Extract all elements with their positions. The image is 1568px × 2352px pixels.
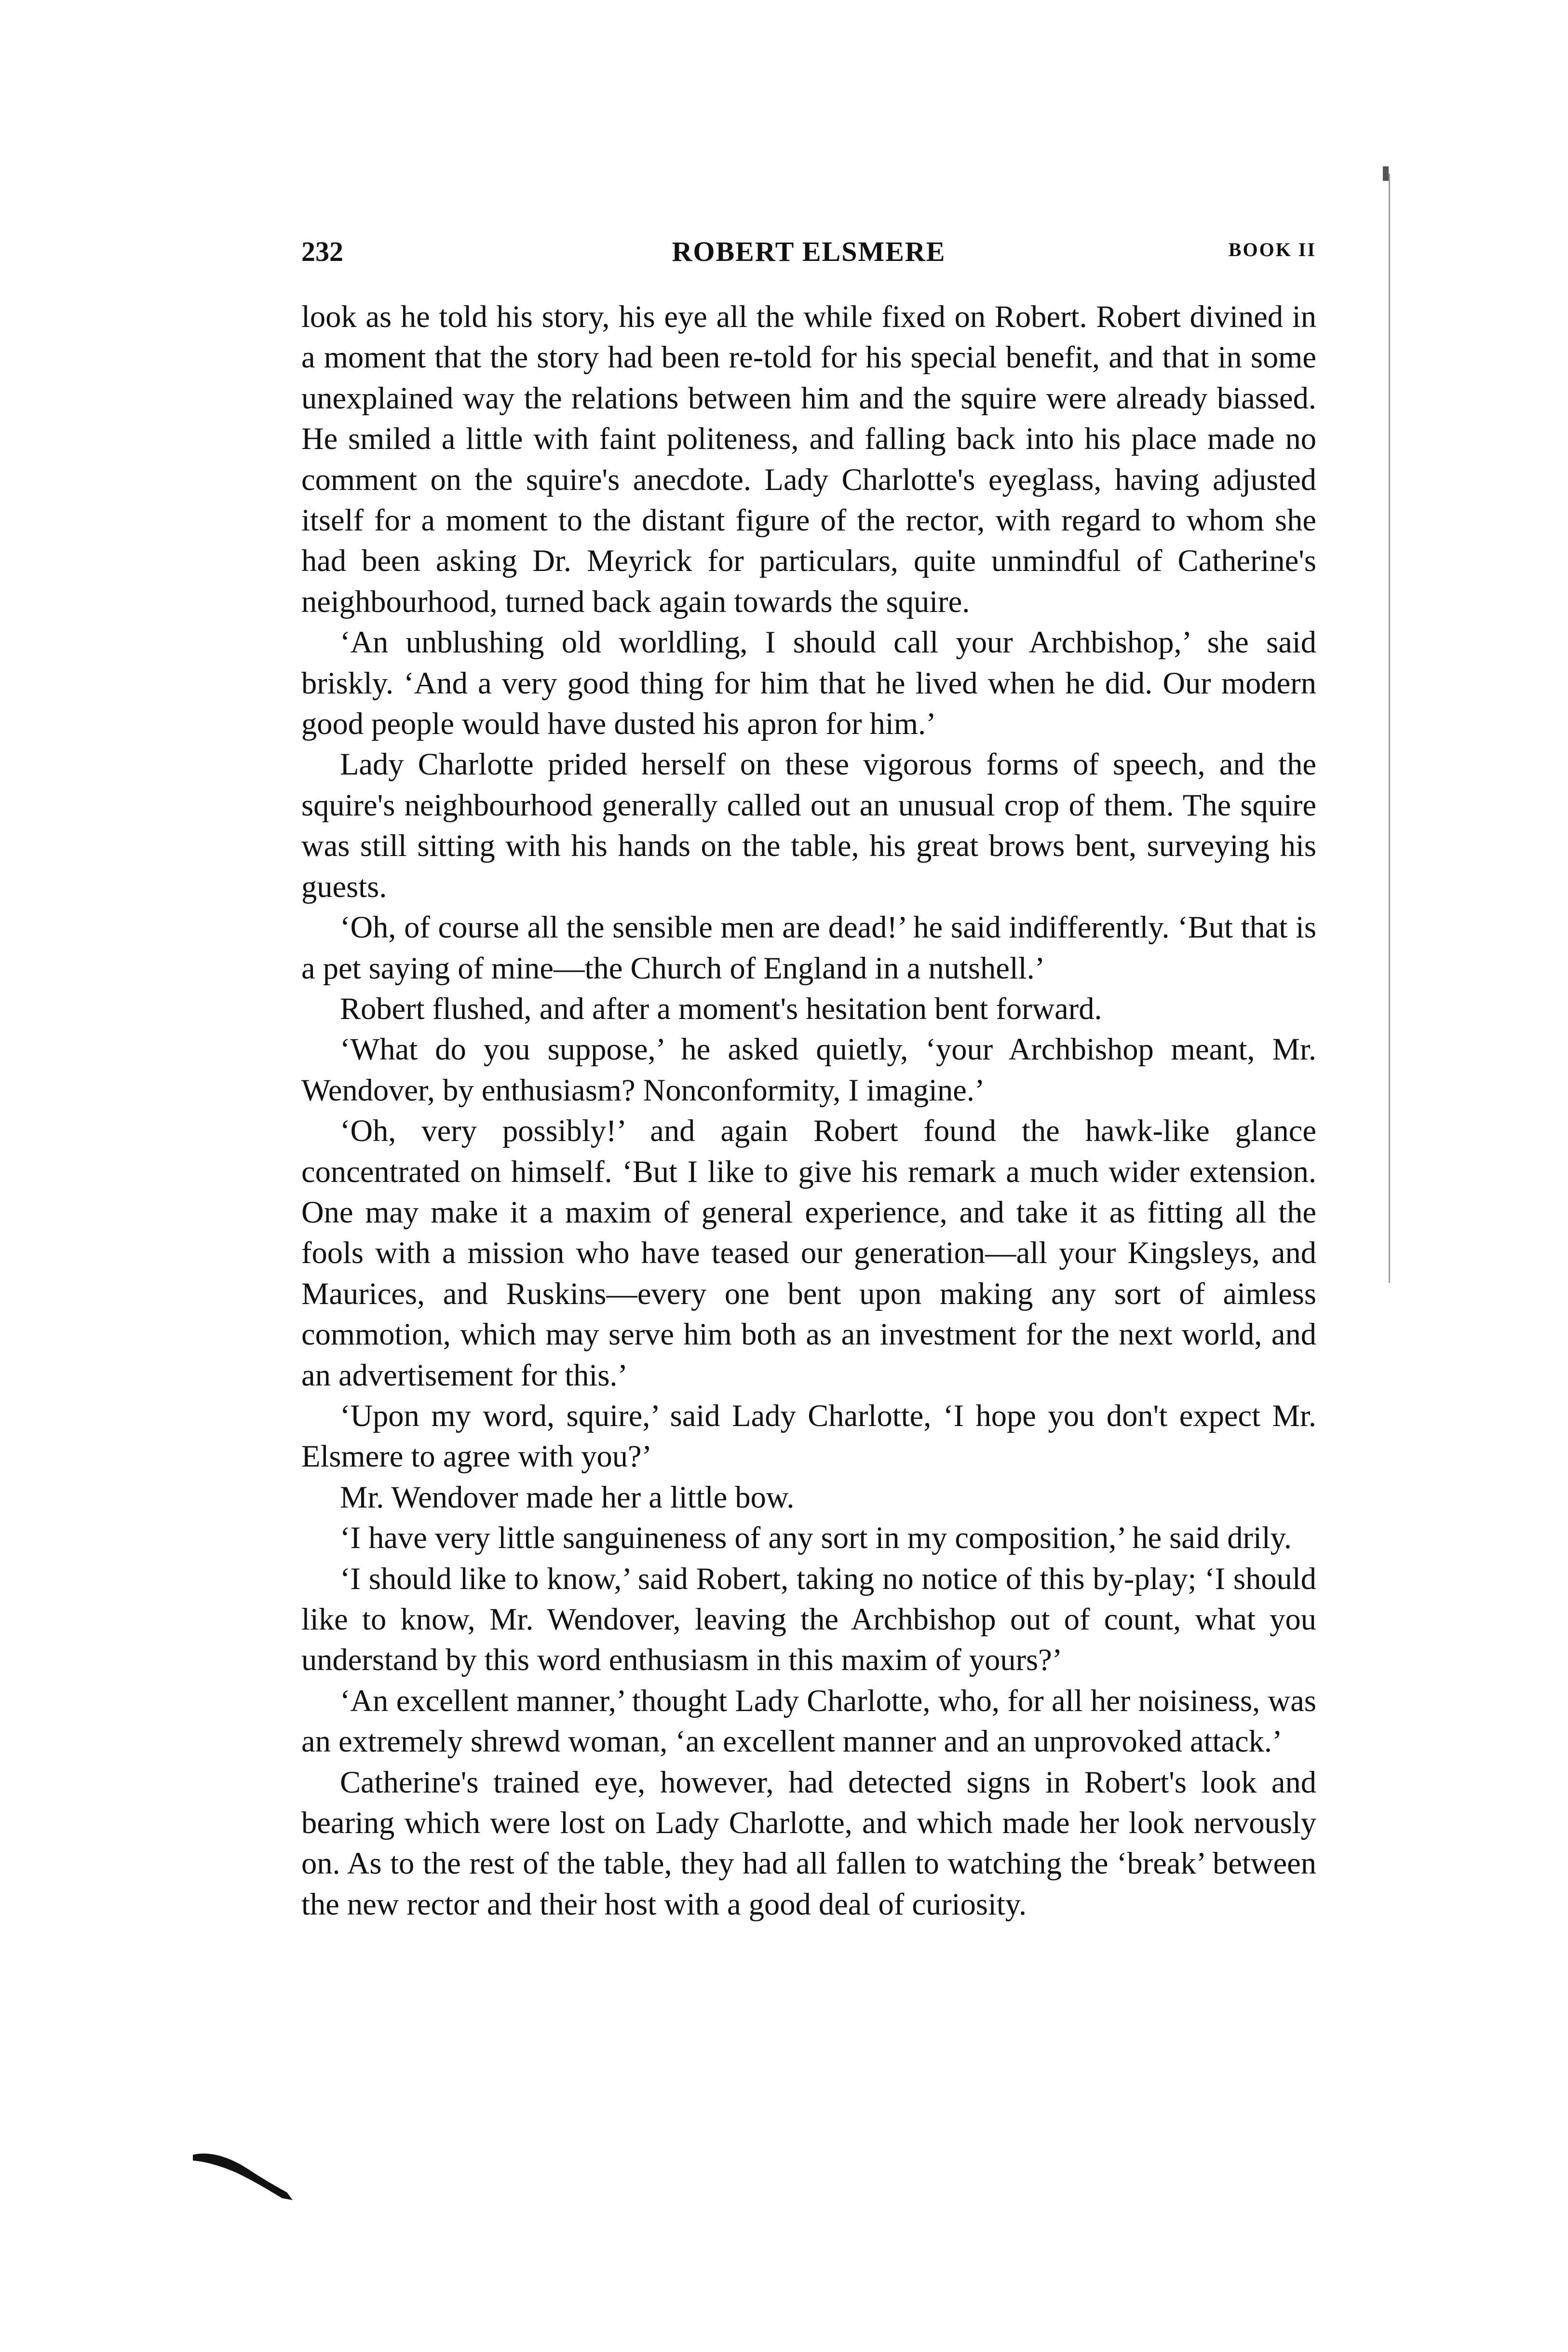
paragraph: ‘I should like to know,’ said Robert, taking no notice of this by-play; ‘I should like to know, Mr. Wendover, leaving the Archbishop out of count, what you understand by this word enthusiasm in this maxim of yours?’	[301, 1561, 1316, 1677]
ink-smudge-mark	[190, 2146, 297, 2204]
page-number: 232	[301, 236, 343, 267]
scan-mark	[1383, 166, 1389, 181]
paragraph: Robert flushed, and after a moment's hesitation bent forward.	[340, 991, 1102, 1026]
book-label: BOOK II	[1228, 239, 1316, 260]
paragraph: ‘I have very little sanguineness of any sort in my composition,’ he said drily.	[340, 1521, 1292, 1555]
paragraph: ‘Oh, of course all the sensible men are dead!’ he said indifferently. ‘But that is a pet saying of mine—the Church of England in a nutshell.’	[301, 910, 1316, 985]
body-text	[301, 297, 1316, 1925]
paragraph: ‘Oh, very possibly!’ and again Robert found the hawk-like glance concentrated on himself. ‘But I like to give his remark a much wider extension. One may make it a maxim of general experience, and take it as fitting all the fools with a mission who have teased our generation—all your Kingsleys, and Maurices, and Ruskins—every one bent upon making any sort of aimless commotion, which may serve him both as an investment for the next world, and an advertisement for this.’	[301, 1114, 1316, 1392]
paragraph: Mr. Wendover made her a little bow.	[340, 1480, 795, 1514]
paragraph: ‘An excellent manner,’ thought Lady Charlotte, who, for all her noisiness, was an extremely shrewd woman, ‘an excellent manner and an unprovoked attack.’	[301, 1683, 1316, 1759]
running-title: ROBERT ELSMERE	[672, 236, 946, 267]
scan-edge-line	[1389, 174, 1390, 1283]
running-header	[301, 235, 1316, 274]
paragraph: Catherine's trained eye, however, had detected signs in Robert's look and bearing which were lost on Lady Charlotte, and which made her look nervously on. As to the rest of the table, they had all fallen to watching the ‘break’ between the new rector and their host with a good deal of curiosity.	[301, 1765, 1316, 1921]
paragraph: ‘An unblushing old worldling, I should call your Archbishop,’ she said briskly. ‘And a very good thing for him that he lived when he did. Our modern good people would have dusted his apron for him.’	[301, 625, 1316, 741]
paragraph: look as he told his story, his eye all the while fixed on Robert. Robert divined in a moment that the story had been re-told for his special benefit, and that in some unexplained way the relations between him and the squire were already biassed. He smiled a little with faint politeness, and falling back into his place made no comment on the squire's anecdote. Lady Charlotte's eyeglass, having adjusted itself for a moment to the distant figure of the rector, with regard to whom she had been asking Dr. Meyrick for particulars, quite unmindful of Catherine's neighbourhood, turned back again towards the squire.	[301, 299, 1316, 619]
paragraph: Lady Charlotte prided herself on these vigorous forms of speech, and the squire's neighbourhood generally called out an unusual crop of them. The squire was still sitting with his hands on the table, his great brows bent, surveying his guests.	[301, 747, 1316, 904]
paragraph: ‘What do you suppose,’ he asked quietly, ‘your Archbishop meant, Mr. Wendover, by enthusiasm? Nonconformity, I imagine.’	[301, 1032, 1316, 1107]
paragraph: ‘Upon my word, squire,’ said Lady Charlotte, ‘I hope you don't expect Mr. Elsmere to agree with you?’	[301, 1398, 1316, 1474]
